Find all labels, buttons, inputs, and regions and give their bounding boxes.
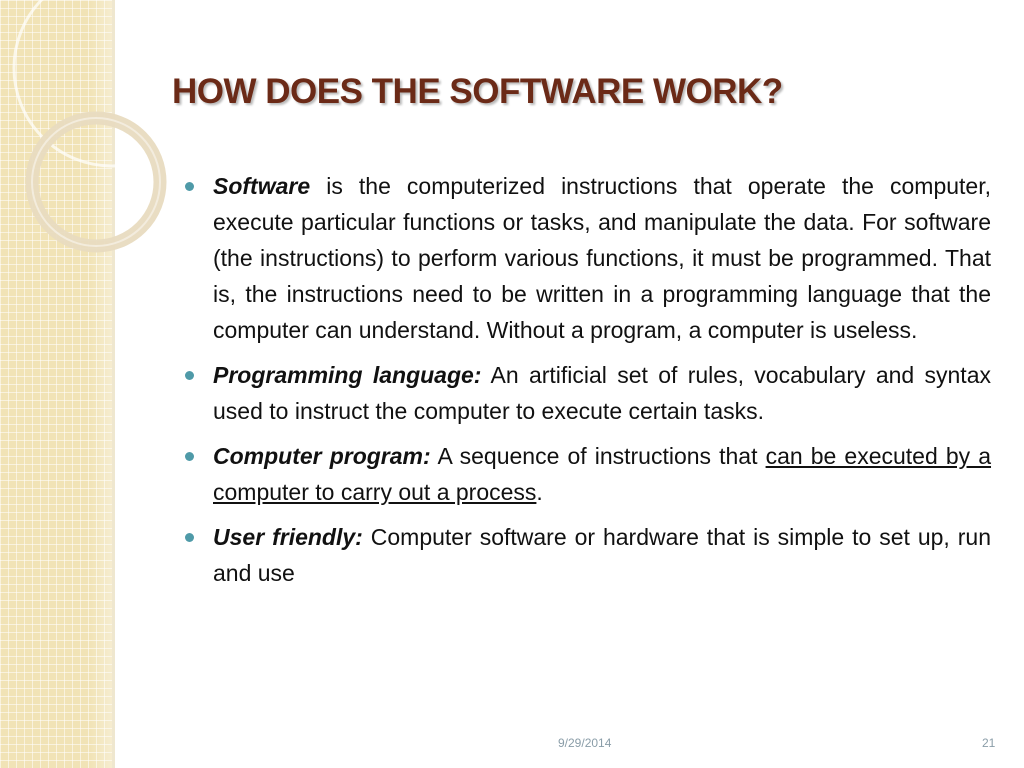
definition-programming-language: An artificial set of rules, vocabulary and syntax used to instruct the computer to execute certain tasks. [213,362,991,424]
bullet-dot-icon [185,182,194,191]
bullet-dot-icon [185,371,194,380]
bullet-software [183,168,991,348]
slide-title: HOW DOES THE SOFTWARE WORK? [172,72,783,111]
footer-page-number: 21 [982,736,996,750]
footer-date: 9/29/2014 [558,736,612,750]
bullet-programming-language [183,357,991,429]
definition-computer-program-underlined: can be executed by a computer to carry out a process [213,443,992,505]
definition-user-friendly: Computer software or hardware that is simple to set up, run and use [213,524,991,586]
bullet-list [183,168,991,600]
bullet-dot-icon [185,452,194,461]
term-computer-program: Computer program: [213,443,431,469]
bullet-user-friendly [183,519,991,591]
term-programming-language: Programming language: [213,362,482,388]
bullet-dot-icon [185,533,194,542]
definition-software: is the computerized instructions that operate the computer, execute particular functions or tasks, and manipulate the data. For software (the instructions) to perform various functions, it must be programmed. That is, the instructions need to be written in a programming language that the computer can understand. Without a program, a computer is useless. [213,173,991,343]
definition-computer-program: A sequence of instructions that [430,443,766,469]
term-user-friendly: User friendly: [213,524,363,550]
bullet-computer-program [183,438,991,510]
term-software: Software [213,173,311,199]
definition-computer-program-tail: . [536,479,543,505]
